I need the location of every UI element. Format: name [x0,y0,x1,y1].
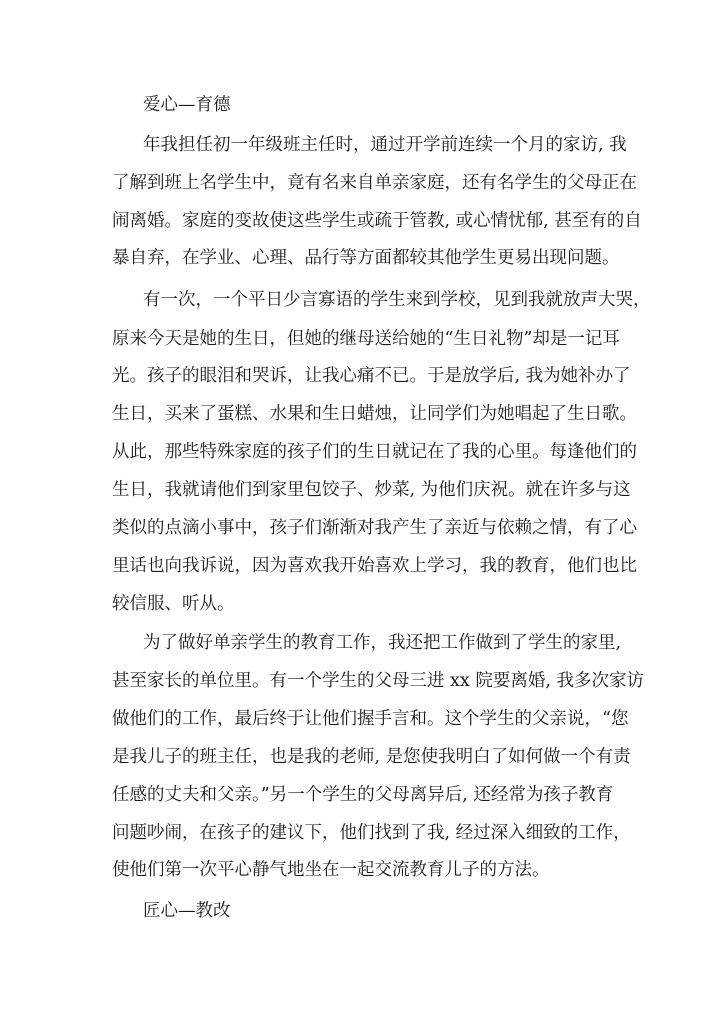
paragraph-line: 是我儿子的班主任，也是我的老师, 是您使我明白了如何做一个有责 [112,747,631,767]
paragraph-line: 较信服、听从。 [112,594,235,614]
paragraph-line: 为了做好单亲学生的教育工作，我还把工作做到了学生的家里, [143,633,622,653]
paragraph-line: 做他们的工作，最后终于让他们握手言和。这个学生的父亲说，“您 [112,709,629,729]
paragraph-line: 有一次，一个平日少言寡语的学生来到学校，见到我就放声大哭， [143,290,651,310]
paragraph-line: 从此，那些特殊家庭的孩子们的生日就记在了我的心里。每逢他们的 [112,442,637,462]
paragraph-line: 年我担任初一年级班主任时，通过开学前连续一个月的家访, 我 [143,135,627,155]
paragraph-line: 甚至家长的单位里。有一个学生的父母三进 xx 院要离婚, 我多次家访 [112,671,644,691]
paragraph-line: 了解到班上名学生中，竟有名来自单亲家庭，还有名学生的父母正在 [112,173,637,193]
paragraph-line: 问题吵闹，在孩子的建议下，他们找到了我, 经过深入细致的工作， [112,823,631,843]
paragraph-line: 闹离婚。家庭的变故使这些学生或疏于管教, 或心情忧郁, 甚至有的自 [112,211,642,231]
paragraph-line: 任感的丈夫和父亲。”另一个学生的父母离异后, 还经常为孩子教育 [112,785,614,805]
paragraph-line: 类似的点滴小事中，孩子们渐渐对我产生了亲近与依赖之情，有了心 [112,518,637,538]
paragraph-line: 暴自弃，在学业、心理、品行等方面都较其他学生更易出现问题。 [112,248,620,268]
paragraph-line: 生日，我就请他们到家里包饺子、炒菜, 为他们庆祝。就在许多与这 [112,480,631,500]
paragraph-line: 生日，买来了蛋糕、水果和生日蜡烛，让同学们为她唱起了生日歌。 [112,404,637,424]
paragraph-line: 里话也向我诉说，因为喜欢我开始喜欢上学习，我的教育，他们也比 [112,556,637,576]
section-heading-craft: 匠心—教改 [143,901,231,921]
section-heading-love: 爱心—育德 [143,95,231,115]
paragraph-line: 光。孩子的眼泪和哭诉，让我心痛不已。于是放学后, 我为她补办了 [112,366,631,386]
paragraph-line: 原来今天是她的生日，但她的继母送给她的“生日礼物”却是一记耳 [112,329,620,349]
paragraph-line: 使他们第一次平心静气地坐在一起交流教育儿子的方法。 [112,860,550,880]
